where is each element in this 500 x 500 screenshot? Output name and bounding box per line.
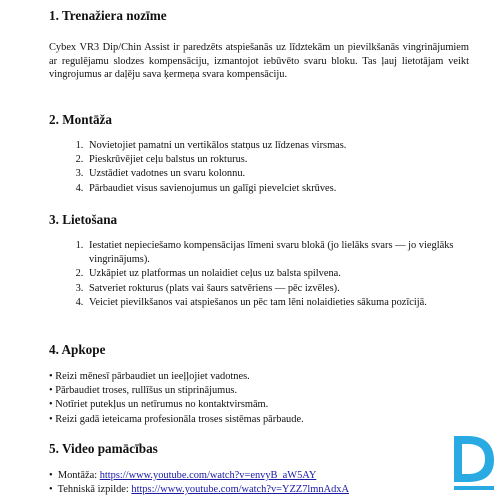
list-item: 1. Iestatiet nepieciešamo kompensācijas līmeni svaru blokā (jo lielāks svars — jo vieglāks vingrinājums).: [86, 239, 464, 267]
assembly-video-link[interactable]: https://www.youtube.com/watch?v=envyB_aW5AY: [99, 470, 317, 481]
list-item: • Notīriet putekļus un netīrumus no kontaktvirsmām.: [49, 398, 469, 412]
list-item: • Reizi mēnesī pārbaudiet un ieeļļojiet vadotnes.: [49, 370, 469, 384]
list-item: 4. Pārbaudiet visus savienojumus un galīgi pievelciet skrūves.: [86, 182, 464, 196]
section-2-heading: 2. Montāža: [49, 112, 112, 127]
list-item: [49, 483, 469, 497]
technique-video-link[interactable]: https://www.youtube.com/watch?v=YZZ7lmnAdxA: [131, 484, 349, 496]
video-links-list: [49, 469, 469, 497]
list-item: 1. Novietojiet pamatni un vertikālos statņus uz līdzenas virsmas.: [86, 139, 464, 153]
list-item: 3. Satveriet rokturus (plats vai šaurs satvēriens — pēc izvēles).: [86, 282, 464, 296]
link-label: Tehniskā izpilde:: [57, 484, 132, 496]
list-item: • Pārbaudiet troses, rullīšus un stiprinājumus.: [49, 384, 469, 398]
list-item: • Reizi gadā ieteicama profesionāla troses sistēmas pārbaude.: [49, 413, 469, 427]
section-3-heading: 3. Lietošana: [49, 212, 118, 227]
d-letter-logo-icon: [452, 434, 496, 490]
list-item: 4. Veiciet pievilkšanos vai atspiešanos un pēc tam lēni nolaidieties sākuma pozīcijā.: [86, 296, 464, 310]
list-item: 3. Uzstādiet vadotnes un svaru kolonnu.: [86, 167, 464, 181]
assembly-steps-list: [49, 139, 464, 196]
usage-steps-list: [49, 239, 464, 310]
list-item: [49, 469, 469, 483]
maintenance-list: [49, 370, 469, 427]
list-item: 2. Pieskrūvējiet ceļu balstus un rokturus.: [86, 153, 464, 167]
link-label: Montāža:: [57, 470, 100, 481]
list-item: 2. Uzkāpiet uz platformas un nolaidiet ceļus uz balsta spilvena.: [86, 267, 464, 281]
section-1-paragraph: Cybex VR3 Dip/Chin Assist ir paredzēts atspiešanās uz līdztekām un pievilkšanās vingrinājumiem ar regulējamu slodzes kompensāciju, izmantojot iebūvēto svaru bloku. Tas ļauj lietotājam veikt vingrojumus ar daļēju sava ķermeņa svara kompensāciju.: [49, 42, 469, 81]
section-5-heading: 5. Video pamācības: [49, 441, 158, 456]
section-4-heading: 4. Apkope: [49, 342, 106, 357]
section-1-heading: 1. Trenažiera nozīme: [49, 8, 167, 23]
